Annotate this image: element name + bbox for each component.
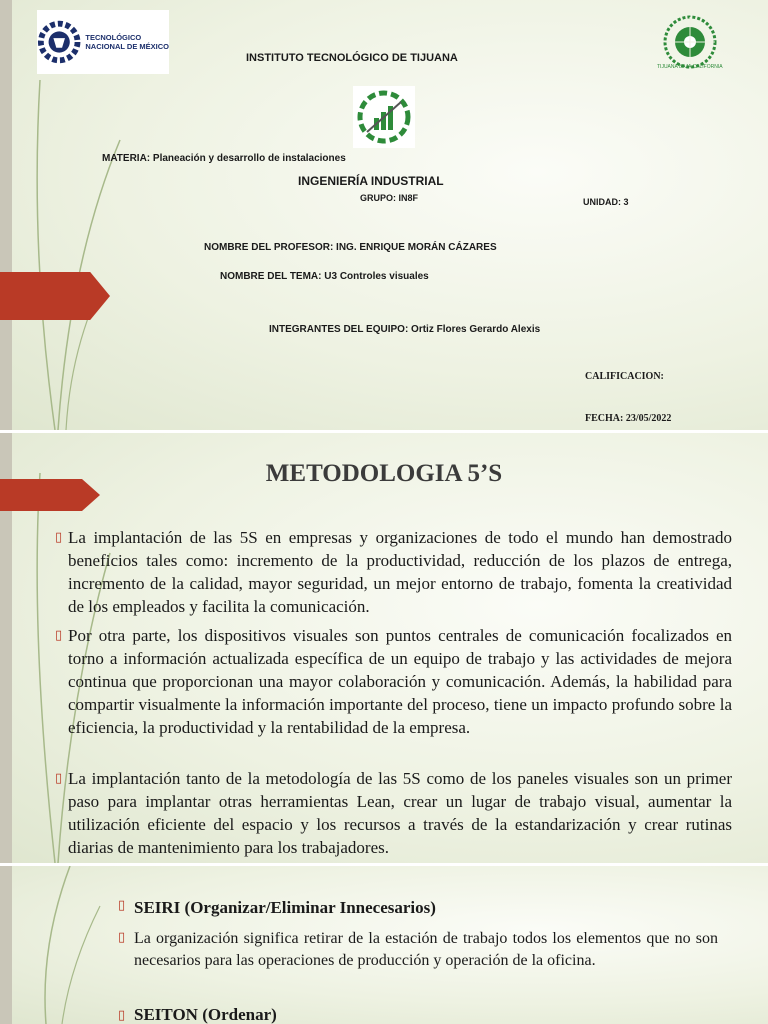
metodologia-slide (0, 433, 768, 863)
bullet-icon: ▯ (55, 628, 63, 643)
tecnm-logo (37, 10, 169, 74)
bullet-icon: ▯ (55, 771, 63, 786)
bullet-icon: ▯ (55, 530, 63, 545)
paragraph-1: La implantación de las 5S en empresas y organizaciones de todo el mundo han demostrado beneficios tales como: incremento de la productividad, reducción de los plazos de entrega, incremento de la calidad, mayor seguridad, un mejor entorno de trabajo, fomenta la creatividad de los empleados y facilita la comunicación. (68, 528, 732, 616)
seiri-heading: SEIRI (Organizar/Eliminar Innecesarios) (134, 898, 436, 917)
carrera-field: INGENIERÍA INDUSTRIAL (298, 174, 444, 188)
bullet-icon: ▯ (118, 1008, 126, 1023)
tecnm-logo-text: TECNOLÓGICO NACIONAL DE MÉXICO (85, 33, 169, 51)
seiri-body: La organización significa retirar de la estación de trabajo todos los elementos que no son necesarios para las operaciones de producción y operación de la oficina. (134, 930, 718, 969)
profesor-field: NOMBRE DEL PROFESOR: ING. ENRIQUE MORÁN CÁZARES (204, 242, 497, 253)
institute-name: INSTITUTO TECNOLÓGICO DE TIJUANA (246, 52, 458, 64)
fecha-field: FECHA: 23/05/2022 (585, 413, 672, 424)
slide-title: METODOLOGIA 5’S (265, 460, 503, 487)
seiton-heading: SEITON (Ordenar) (134, 1005, 277, 1024)
integrantes-field: INTEGRANTES DEL EQUIPO: Ortiz Flores Gerardo Alexis (269, 324, 541, 335)
paragraph-3: La implantación tanto de la metodología de las 5S como de los paneles visuales son un primer paso para implantar otras herramientas Lean, crear un lugar de trabajo visual, aumentar la utilización eficiente del espacio y los recursos a través de la estandarización y crear rutinas diarias de mantenimiento para los trabajadores. (68, 769, 732, 857)
tema-field: NOMBRE DEL TEMA: U3 Controles visuales (220, 271, 429, 282)
bullet-icon: ▯ (118, 898, 126, 913)
decorative-lines (0, 866, 130, 1024)
tecnm-emblem-icon (37, 14, 81, 70)
materia-field: MATERIA: Planeación y desarrollo de instalaciones (102, 153, 346, 164)
grupo-field: GRUPO: IN8F (360, 193, 419, 203)
industrial-engineering-logo (353, 86, 415, 148)
cover-slide (0, 0, 768, 430)
tijuana-logo-text: TIJUANA BAJA CALIFORNIA (657, 64, 723, 70)
calificacion-field: CALIFICACION: (585, 371, 664, 382)
bullet-icon: ▯ (118, 930, 126, 945)
unidad-field: UNIDAD: 3 (583, 197, 629, 207)
seiri-slide (0, 866, 768, 1024)
accent-arrow-tab (0, 272, 110, 320)
paragraph-2: Por otra parte, los dispositivos visuales son puntos centrales de comunicación focalizados en torno a información actualizada específica de un equipo de trabajo y las actividades de mejora continua que proporcionan una mayor colaboración y comunicación. Además, la habilidad para compartir visualmente la información importante del proceso, tiene un impacto profundo sobre la eficiencia, la productividad y la rentabilidad de la empresa. (68, 626, 732, 737)
